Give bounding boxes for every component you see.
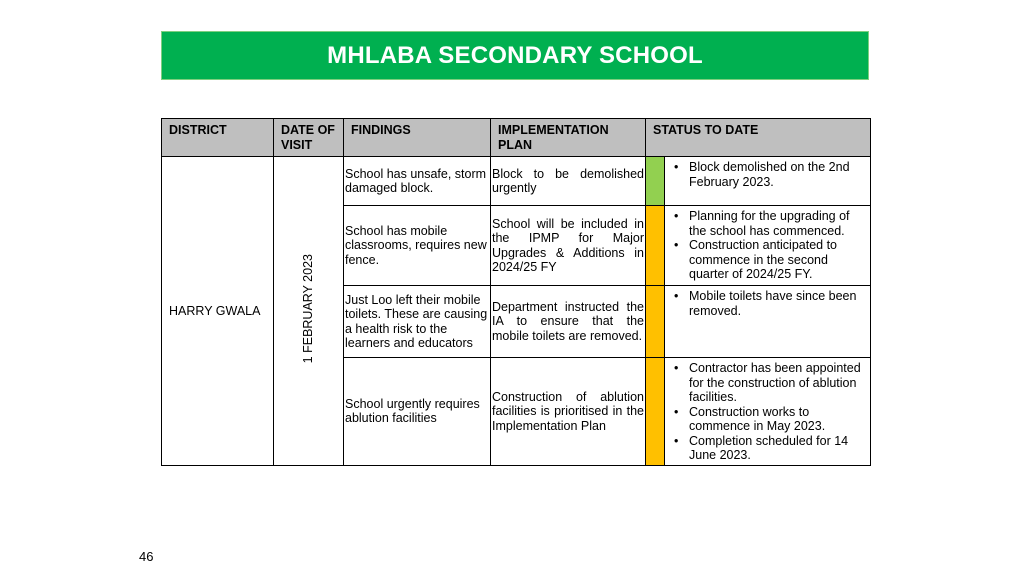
header-status: STATUS TO DATE <box>646 119 871 157</box>
status-cell <box>665 358 871 466</box>
header-findings: FINDINGS <box>344 119 491 157</box>
page-number: 46 <box>139 549 154 564</box>
date-cell <box>274 157 344 466</box>
status-item: • Mobile toilets have since been removed. <box>689 289 864 318</box>
status-item: • Construction anticipated to commence in the second quarter of 2024/25 FY. <box>689 238 864 282</box>
header-plan: IMPLEMENTATION PLAN <box>491 119 646 157</box>
status-cell <box>665 157 871 206</box>
status-item: • Construction works to commence in May 2023. <box>689 405 864 434</box>
status-list <box>689 209 864 282</box>
header-row <box>162 119 871 157</box>
findings-table <box>161 118 871 466</box>
status-list <box>689 289 864 318</box>
plan-cell: Construction of ablution facilities is prioritised in the Implementation Plan <box>491 358 646 466</box>
status-indicator <box>646 157 665 206</box>
finding-cell: School urgently requires ablution facilities <box>344 358 491 466</box>
status-cell <box>665 286 871 358</box>
school-title: MHLABA SECONDARY SCHOOL <box>327 41 703 69</box>
status-item: • Block demolished on the 2nd February 2023. <box>689 160 864 189</box>
finding-cell: Just Loo left their mobile toilets. These are causing a health risk to the learners and educators <box>344 286 491 358</box>
plan-cell: Department instructed the IA to ensure that the mobile toilets are removed. <box>491 286 646 358</box>
status-cell <box>665 206 871 286</box>
plan-cell: Block to be demolished urgently <box>491 157 646 206</box>
finding-cell: School has unsafe, storm damaged block. <box>344 157 491 206</box>
status-indicator <box>646 206 665 286</box>
title-banner <box>161 31 869 80</box>
status-indicator <box>646 286 665 358</box>
header-date: DATE OF VISIT <box>274 119 344 157</box>
status-item: • Planning for the upgrading of the school has commenced. <box>689 209 864 238</box>
status-list <box>689 361 864 463</box>
status-item: • Contractor has been appointed for the construction of ablution facilities. <box>689 361 864 405</box>
header-district: DISTRICT <box>162 119 274 157</box>
status-indicator <box>646 358 665 466</box>
district-cell: HARRY GWALA <box>162 157 274 466</box>
status-item: • Completion scheduled for 14 June 2023. <box>689 434 864 463</box>
finding-cell: School has mobile classrooms, requires new fence. <box>344 206 491 286</box>
date-of-visit: 1 FEBRUARY 2023 <box>301 254 316 364</box>
table-row <box>162 157 871 206</box>
status-list <box>689 160 864 189</box>
plan-cell: School will be included in the IPMP for Major Upgrades & Additions in 2024/25 FY <box>491 206 646 286</box>
